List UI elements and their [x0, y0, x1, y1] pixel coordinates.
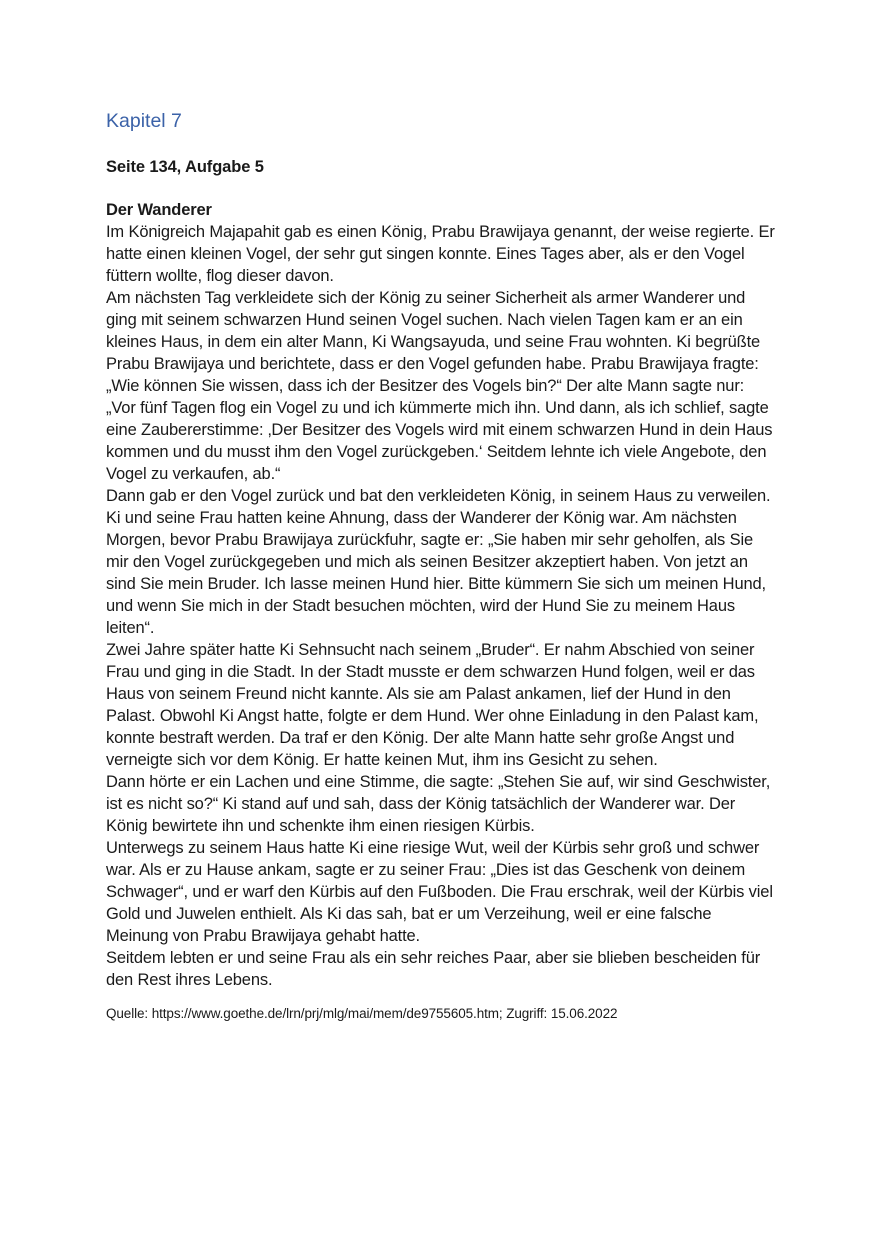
story-line: „Vor fünf Tagen flog ein Vogel zu und ich kümmerte mich ihn. Und dann, als ich schlief, sagte	[106, 399, 769, 417]
story-line: leiten“.	[106, 619, 155, 637]
story-line: und wenn Sie mich in der Stadt besuchen möchten, wird der Hund Sie zu meinem Haus	[106, 597, 735, 615]
story-line: Zwei Jahre später hatte Ki Sehnsucht nach seinem „Bruder“. Er nahm Abschied von seiner	[106, 641, 755, 659]
chapter-heading: Kapitel 7	[106, 110, 182, 132]
document-page	[106, 108, 786, 1021]
story-line: Morgen, bevor Prabu Brawijaya zurückfuhr, sagte er: „Sie haben mir sehr geholfen, als Sie	[106, 531, 753, 549]
story-line: mir den Vogel zurückgegeben und mich als seinen Besitzer akzeptiert haben. Von jetzt an	[106, 553, 748, 571]
story-line: Prabu Brawijaya und berichtete, dass er den Vogel gefunden habe. Prabu Brawijaya fragte:	[106, 355, 759, 373]
story-line: König bewirtete ihn und schenkte ihm einen riesigen Kürbis.	[106, 817, 535, 835]
story-line: Vogel zu verkaufen, ab.“	[106, 465, 281, 483]
story-line: Ki und seine Frau hatten keine Ahnung, dass der Wanderer der König war. Am nächsten	[106, 509, 737, 527]
story-line: Dann gab er den Vogel zurück und bat den verkleideten König, in seinem Haus zu verweilen.	[106, 487, 771, 505]
story-body	[106, 199, 786, 991]
story-line: füttern wollte, flog dieser davon.	[106, 267, 334, 285]
story-title: Der Wanderer	[106, 201, 212, 219]
story-line: Gold und Juwelen enthielt. Als Ki das sah, bat er um Verzeihung, weil er eine falsche	[106, 905, 712, 923]
source-citation: Quelle: https://www.goethe.de/lrn/prj/mlg/mai/mem/de9755605.htm; Zugriff: 15.06.2022	[106, 1006, 618, 1021]
story-line: Meinung von Prabu Brawijaya gehabt hatte.	[106, 927, 420, 945]
story-line: hatte einen kleinen Vogel, der sehr gut singen konnte. Eines Tages aber, als er den Vogel	[106, 245, 745, 263]
story-line: Dann hörte er ein Lachen und eine Stimme, die sagte: „Stehen Sie auf, wir sind Geschwister,	[106, 773, 771, 791]
story-line: Frau und ging in die Stadt. In der Stadt musste er dem schwarzen Hund folgen, weil er das	[106, 663, 755, 681]
story-text	[106, 221, 786, 991]
exercise-heading: Seite 134, Aufgabe 5	[106, 158, 264, 176]
story-line: „Wie können Sie wissen, dass ich der Besitzer des Vogels bin?“ Der alte Mann sagte nur:	[106, 377, 745, 395]
story-line: konnte bestraft werden. Da traf er den König. Der alte Mann hatte sehr große Angst und	[106, 729, 735, 747]
story-line: Schwager“, und er warf den Kürbis auf den Fußboden. Die Frau erschrak, weil der Kürbis viel	[106, 883, 773, 901]
story-line: Palast. Obwohl Ki Angst hatte, folgte er dem Hund. Wer ohne Einladung in den Palast kam,	[106, 707, 759, 725]
story-line: eine Zaubererstimme: ‚Der Besitzer des Vogels wird mit einem schwarzen Hund in dein Haus	[106, 421, 773, 439]
story-line: verneigte sich vor dem König. Er hatte keinen Mut, ihm ins Gesicht zu sehen.	[106, 751, 658, 769]
story-line: kommen und du musst ihm den Vogel zurückgeben.‘ Seitdem lehnte ich viele Angebote, den	[106, 443, 767, 461]
story-line: ist es nicht so?“ Ki stand auf und sah, dass der König tatsächlich der Wanderer war. Der	[106, 795, 736, 813]
story-line: Seitdem lebten er und seine Frau als ein sehr reiches Paar, aber sie blieben bescheiden für	[106, 949, 761, 967]
story-line: Haus von seinem Freund nicht kannte. Als sie am Palast ankamen, lief der Hund in den	[106, 685, 731, 703]
story-line: Im Königreich Majapahit gab es einen König, Prabu Brawijaya genannt, der weise regierte. Er	[106, 223, 775, 241]
story-line: war. Als er zu Hause ankam, sagte er zu seiner Frau: „Dies ist das Geschenk von deinem	[106, 861, 746, 879]
story-line: sind Sie mein Bruder. Ich lasse meinen Hund hier. Bitte kümmern Sie sich um meinen Hund,	[106, 575, 766, 593]
story-line: kleines Haus, in dem ein alter Mann, Ki Wangsayuda, und seine Frau wohnten. Ki begrüßte	[106, 333, 761, 351]
story-line: Am nächsten Tag verkleidete sich der König zu seiner Sicherheit als armer Wanderer und	[106, 289, 746, 307]
story-line: ging mit seinem schwarzen Hund seinen Vogel suchen. Nach vielen Tagen kam er an ein	[106, 311, 743, 329]
story-line: Unterwegs zu seinem Haus hatte Ki eine riesige Wut, weil der Kürbis sehr groß und schwer	[106, 839, 760, 857]
story-line: den Rest ihres Lebens.	[106, 971, 273, 989]
